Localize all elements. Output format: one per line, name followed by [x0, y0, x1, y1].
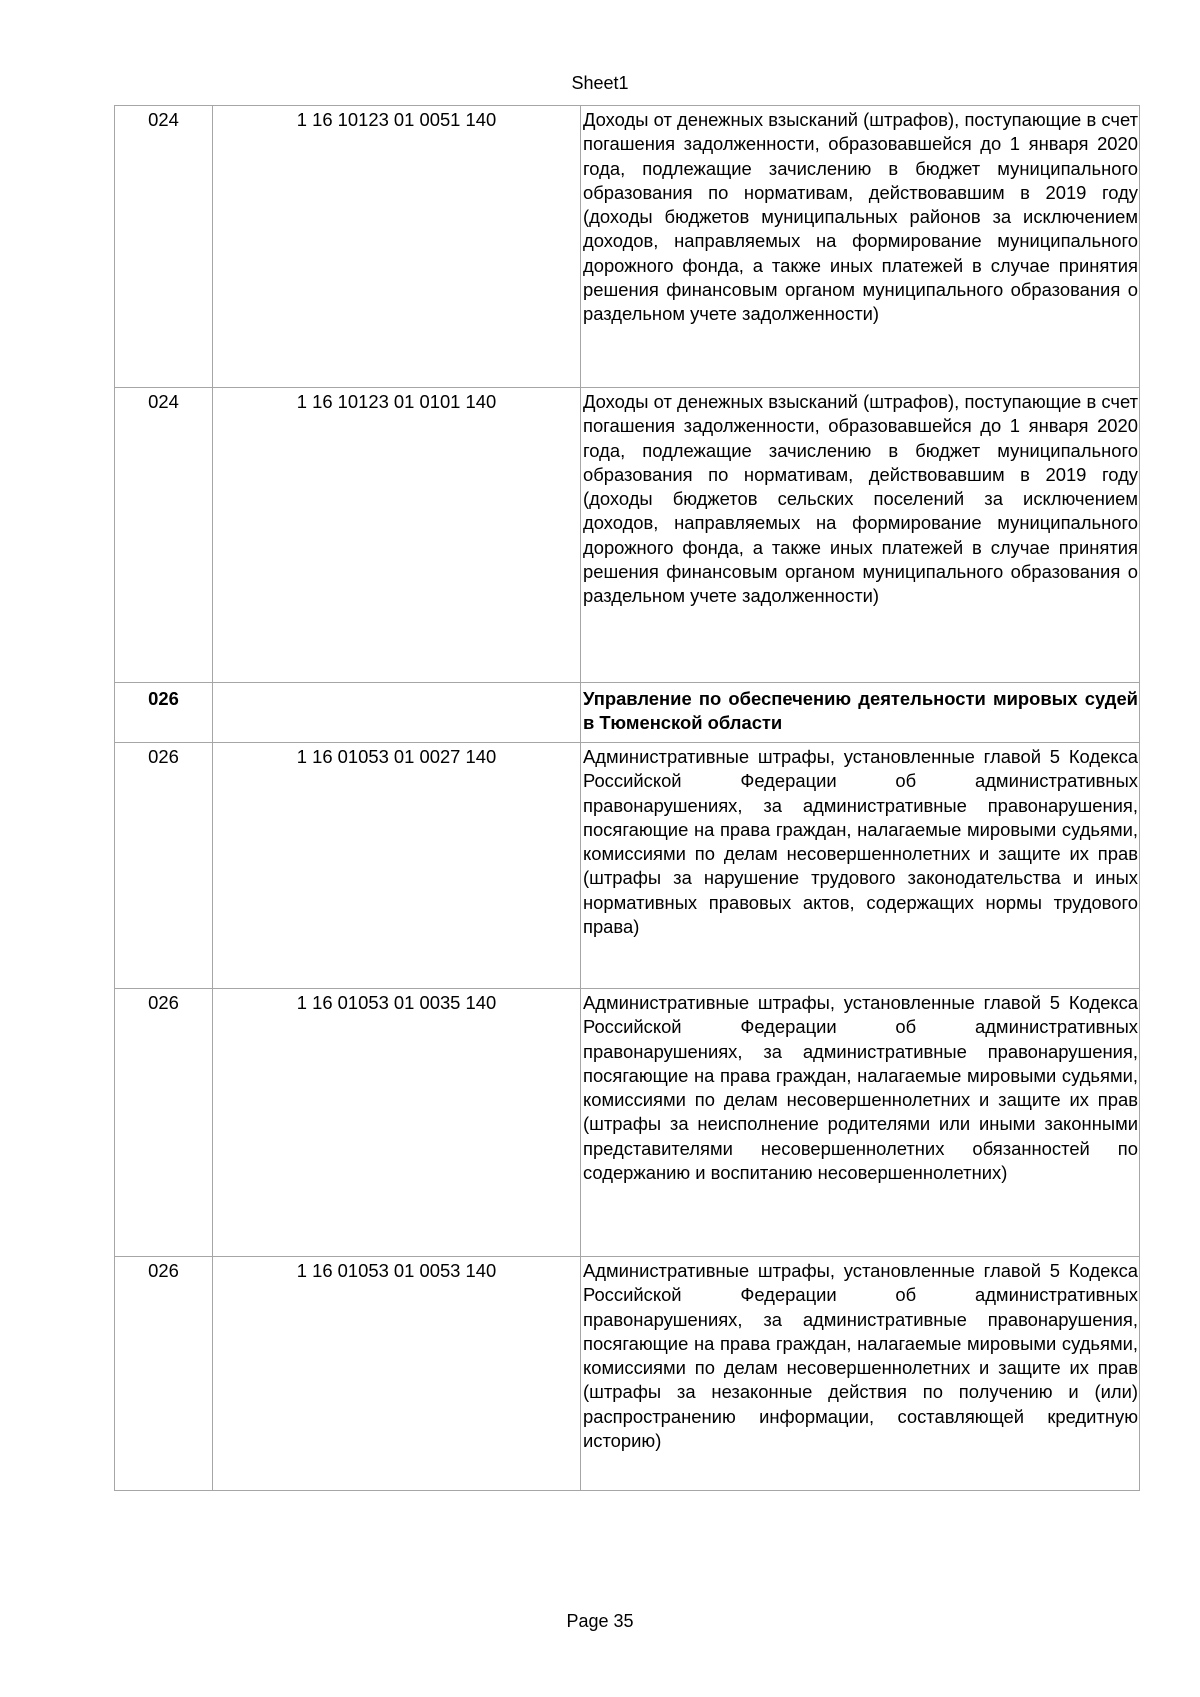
budget-code-cell: 1 16 10123 01 0051 140 [213, 106, 581, 388]
admin-code-cell: 026 [115, 989, 213, 1257]
table-row [115, 1257, 1140, 1491]
table-row [115, 388, 1140, 683]
admin-code-cell: 026 [115, 743, 213, 989]
admin-code-cell: 026 [115, 683, 213, 743]
page-number: Page 35 [566, 1611, 634, 1631]
budget-code-cell: 1 16 10123 01 0101 140 [213, 388, 581, 683]
budget-code-cell: 1 16 01053 01 0053 140 [213, 1257, 581, 1491]
budget-code-cell: 1 16 01053 01 0027 140 [213, 743, 581, 989]
description-cell: Административные штрафы, установленные главой 5 Кодекса Российской Федерации об административных правонарушениях, за административные правонарушения, посягающие на права граждан, налагаемые мировыми судьями, комиссиями по делам несовершеннолетних и защите их прав (штрафы за незаконные действия по получению и (или) распространению информации, составляющей кредитную историю) [581, 1257, 1140, 1491]
table-row [115, 989, 1140, 1257]
section-title-cell: Управление по обеспечению деятельности мировых судей в Тюменской области [581, 683, 1140, 743]
table-row [115, 106, 1140, 388]
description-cell: Доходы от денежных взысканий (штрафов), поступающие в счет погашения задолженности, образовавшейся до 1 января 2020 года, подлежащие зачислению в бюджет муниципального образования по нормативам, действовавшим в 2019 году (доходы бюджетов сельских поселений за исключением доходов, направляемых на формирование муниципального дорожного фонда, а также иных платежей в случае принятия решения финансовым органом муниципального образования о раздельном учете задолженности) [581, 388, 1140, 683]
admin-code-cell: 026 [115, 1257, 213, 1491]
admin-code-cell: 024 [115, 106, 213, 388]
sheet-title: Sheet1 [571, 73, 629, 93]
description-cell: Доходы от денежных взысканий (штрафов), поступающие в счет погашения задолженности, образовавшейся до 1 января 2020 года, подлежащие зачислению в бюджет муниципального образования по нормативам, действовавшим в 2019 году (доходы бюджетов муниципальных районов за исключением доходов, направляемых на формирование муниципального дорожного фонда, а также иных платежей в случае принятия решения финансовым органом муниципального образования о раздельном учете задолженности) [581, 106, 1140, 388]
table-row [115, 743, 1140, 989]
admin-code-cell: 024 [115, 388, 213, 683]
budget-code-cell: 1 16 01053 01 0035 140 [213, 989, 581, 1257]
budget-code-cell [213, 683, 581, 743]
revenue-classification-table [114, 105, 1140, 1491]
description-cell: Административные штрафы, установленные главой 5 Кодекса Российской Федерации об административных правонарушениях, за административные правонарушения, посягающие на права граждан, налагаемые мировыми судьями, комиссиями по делам несовершеннолетних и защите их прав (штрафы за неисполнение родителями или иными законными представителями несовершеннолетних обязанностей по содержанию и воспитанию несовершеннолетних) [581, 989, 1140, 1257]
section-header-row [115, 683, 1140, 743]
description-cell: Административные штрафы, установленные главой 5 Кодекса Российской Федерации об административных правонарушениях, за административные правонарушения, посягающие на права граждан, налагаемые мировыми судьями, комиссиями по делам несовершеннолетних и защите их прав (штрафы за нарушение трудового законодательства и иных нормативных правовых актов, содержащих нормы трудового права) [581, 743, 1140, 989]
